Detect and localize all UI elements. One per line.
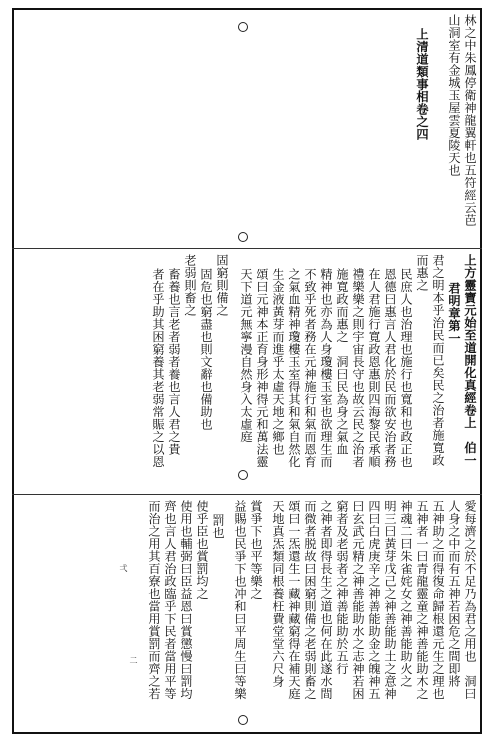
text-column: 齊也言人君治政臨乎下民者當用平等 (163, 500, 177, 700)
text-column: 之神者即得長生之道也何在此遂水間 (319, 500, 333, 700)
text-column: 禮樂樂之則宇宙長守也故云民之治者 (351, 268, 365, 468)
text-column: 頌曰一炁還生一藏神藏窮得在補天庭 (287, 500, 301, 700)
text-column: 罰也 (211, 514, 225, 539)
middle-text-panel (16, 254, 478, 490)
text-column: 天地真炁類同根養枉費堂堂六尺身 (271, 500, 285, 688)
text-column: 民庶人也治理也施行也寬和也政正也 (399, 268, 413, 468)
text-column: 生金液黃芽而進乎太虛天地之鄉也 (271, 268, 285, 456)
text-column: 四曰白虎庚辛之神善能助金之魄神五 (367, 500, 381, 700)
text-column: 曰玄武元精之神善能助水之志神若困 (351, 500, 365, 700)
text-column: 畜養也言老者弱者養也言人君之貴 (167, 268, 181, 456)
text-column: 固窮則備之 (215, 254, 229, 317)
text-column: 而惠之 (415, 254, 429, 292)
scripture-title: 上方靈寶元始至道開化真經卷上 伯一 (463, 254, 477, 467)
text-column: 老弱則畜之 (183, 254, 197, 317)
text-column: 林之中朱鳳停衛神龍翼軒也五符經云芭 (463, 14, 477, 227)
text-column: 固危也窮盡也則文辭也備助也 (199, 268, 213, 431)
text-column: 之氣血精神瓊樓玉室得其和氣自然化 (287, 268, 301, 468)
text-column: 益賜也民爭下也冲和曰平周生曰等樂 (233, 500, 247, 700)
text-column: 明三曰黃芽戊己之神善能助土之意神 (383, 500, 397, 700)
panel-divider-upper (12, 248, 482, 249)
text-column: 者在乎助其困窮養其老弱常賑之以恩 (151, 268, 165, 468)
text-column: 山洞室有金城玉屋雲夏陵天也 (447, 14, 461, 177)
top-text-panel (16, 14, 478, 244)
text-column: 愛每濟之於不足乃為君之用也 洞曰 (463, 500, 477, 700)
text-column: 君之明本乎治民而已矣民之治者施寬政 (431, 254, 445, 467)
text-column: 五神者一曰青龍靈童之神善能助木之 (415, 500, 429, 700)
text-column: 精神也亦為人身瓊樓玉室也欲理生而 (319, 268, 333, 468)
text-column: 在人君施行寬政恩惠則四海黎民承順 (367, 268, 381, 468)
section-heading: 君明章第一 (447, 282, 461, 345)
text-column: 不致乎死者務在元神施行和氣而恩育 (303, 268, 317, 468)
text-column: 而微者脱故曰困窮則備之老弱則畜之 (303, 500, 317, 700)
text-column: 天下道元無寧漫自然身入太虛庭 (239, 268, 253, 443)
page-mark: 二 (129, 656, 138, 664)
chapter-title: 上清道類事相卷之四 (415, 28, 429, 141)
text-column: 使乎臣也賞罰均之 (195, 500, 209, 600)
bottom-text-panel (16, 500, 478, 728)
text-column: 而治之用其百寮也當用賞罰而齊之若 (147, 500, 161, 700)
text-column: 施寬政而惠之 洞曰民為身之氣血 (335, 268, 349, 456)
text-column: 賞爭下也平等樂之 (249, 500, 263, 600)
text-column: 使用也輔弼曰臣益恩曰賞懲慢曰罰均 (179, 500, 193, 700)
text-column: 神魂二曰朱雀姹女之神善能助火之 (399, 500, 413, 688)
text-column: 人身之中而有五神若困危之間即將 (447, 500, 461, 688)
text-column: 恩德曰惠言人君化於民而欲安治者務 (383, 268, 397, 468)
page-mark: 弌 (119, 564, 128, 572)
text-column: 五神助之而得復命歸根還元生之理也 (431, 500, 445, 700)
text-column: 窮者及老弱者之神善能助於五行 (335, 500, 349, 675)
text-column: 頌曰元神本正育身形神得元和萬法靈 (255, 268, 269, 468)
